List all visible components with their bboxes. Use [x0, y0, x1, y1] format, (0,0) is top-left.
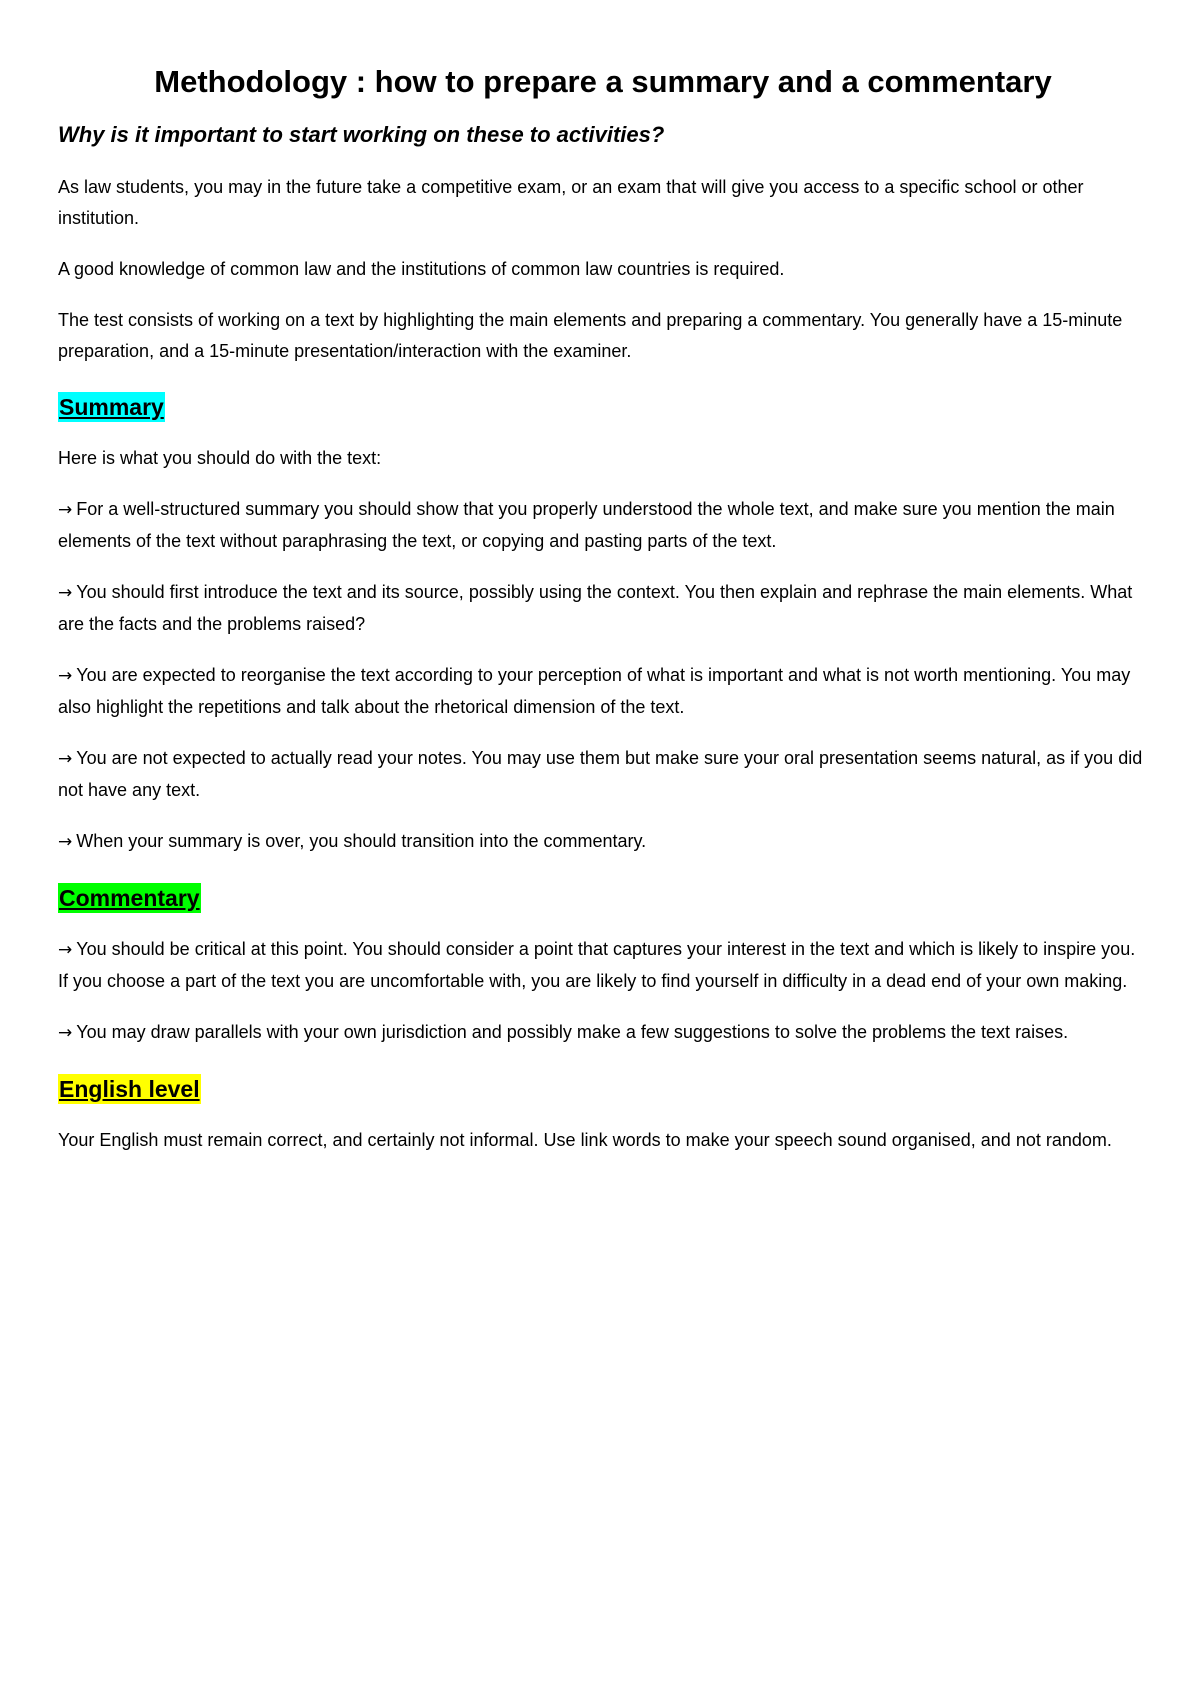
- english-level-section-header: [58, 1071, 1148, 1111]
- commentary-point-text: You may draw parallels with your own jurisdiction and possibly make a few suggestions to solve the problems the text raises.: [76, 1022, 1069, 1042]
- summary-point-text: When your summary is over, you should transition into the commentary.: [76, 831, 647, 851]
- intro-paragraph-3: The test consists of working on a text by highlighting the main elements and preparing a commentary. You generally have a 15-minute preparation, and a 15-minute presentation/interaction with the examiner.: [58, 310, 1123, 361]
- summary-point: [58, 826, 1148, 858]
- commentary-point: [58, 1017, 1148, 1049]
- arrow-right-icon: →: [58, 832, 73, 852]
- arrow-right-icon: →: [58, 749, 73, 769]
- page-title: Methodology : how to prepare a summary and a commentary: [154, 64, 1052, 99]
- summary-point: [58, 494, 1148, 557]
- summary-point-text: You are expected to reorganise the text according to your perception of what is important and what is not worth mentioning. You may also highlight the repetitions and talk about the rhetorical dimension of the text.: [58, 665, 1131, 717]
- summary-lead: Here is what you should do with the text:: [58, 448, 382, 468]
- arrow-right-icon: →: [58, 500, 73, 520]
- english-level-text: Your English must remain correct, and certainly not informal. Use link words to make your speech sound organised, and not random.: [58, 1130, 1112, 1150]
- summary-point-text: You should first introduce the text and its source, possibly using the context. You then explain and rephrase the main elements. What are the facts and the problems raised?: [58, 582, 1133, 634]
- commentary-section-header: [58, 880, 1148, 920]
- summary-point: [58, 577, 1148, 640]
- english-level-heading: English level: [59, 1076, 200, 1102]
- summary-heading: Summary: [59, 394, 164, 420]
- commentary-point-text: You should be critical at this point. You should consider a point that captures your interest in the text and which is likely to inspire you. If you choose a part of the text you are uncomfortable with, you are likely to find yourself in difficulty in a dead end of your own making.: [58, 939, 1136, 991]
- summary-point: [58, 660, 1148, 723]
- summary-section-header: [58, 389, 1148, 429]
- subtitle: Why is it important to start working on these to activities?: [58, 122, 665, 147]
- arrow-right-icon: →: [58, 583, 73, 603]
- intro-paragraph-2: A good knowledge of common law and the institutions of common law countries is required.: [58, 259, 785, 279]
- summary-point-text: For a well-structured summary you should show that you properly understood the whole text, and make sure you mention the main elements of the text without paraphrasing the text, or copying and pasting parts of the text.: [58, 499, 1115, 551]
- summary-point-text: You are not expected to actually read your notes. You may use them but make sure your oral presentation seems natural, as if you did not have any text.: [58, 748, 1143, 800]
- arrow-right-icon: →: [58, 1023, 73, 1043]
- commentary-heading: Commentary: [59, 885, 200, 911]
- summary-point: [58, 743, 1148, 806]
- commentary-point: [58, 934, 1148, 997]
- document-page: [58, 58, 1148, 1156]
- arrow-right-icon: →: [58, 940, 73, 960]
- intro-paragraph-1: As law students, you may in the future take a competitive exam, or an exam that will give you access to a specific school or other institution.: [58, 177, 1084, 228]
- arrow-right-icon: →: [58, 666, 73, 686]
